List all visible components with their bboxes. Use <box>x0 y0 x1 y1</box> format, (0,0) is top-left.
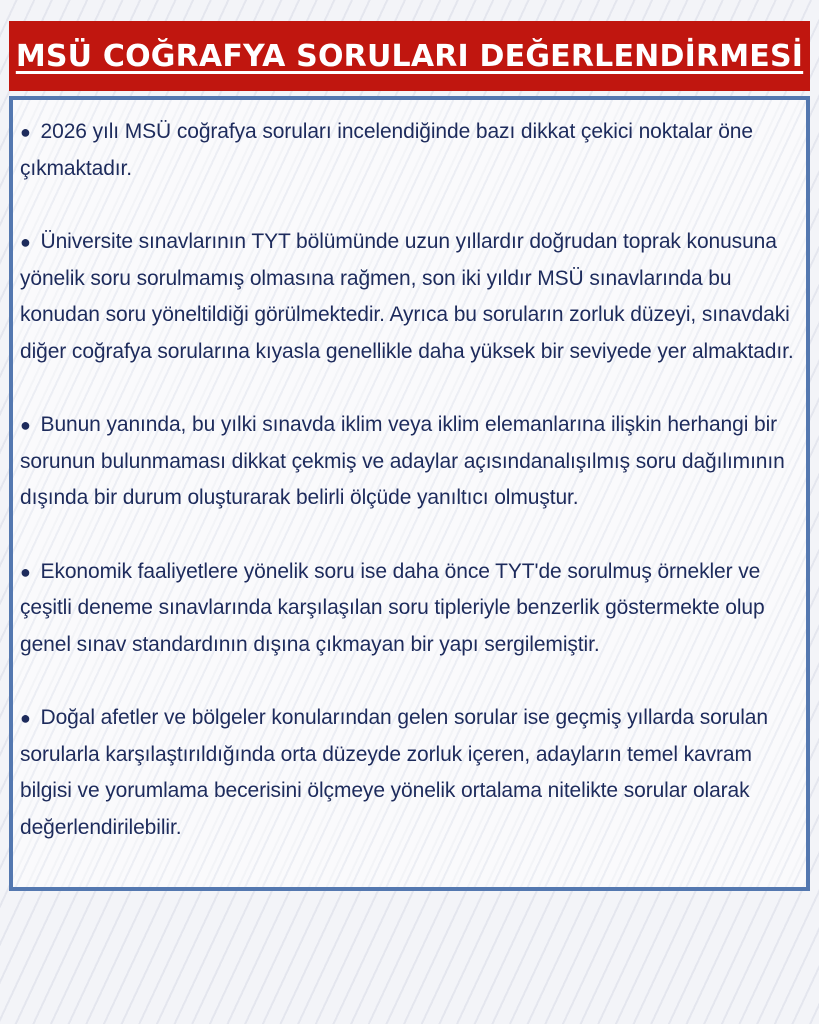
paragraph-item <box>20 224 804 370</box>
paragraph-text: Ekonomik faaliyetlere yönelik soru ise daha önce TYT'de sorulmuş örnekler ve çeşitli deneme sınavlarında karşılaşılan soru tipleriyle benzerlik göstermekte olup genel sınav standardının dışına çıkmayan bir yapı sergilemiştir. <box>20 559 765 656</box>
paragraph-text: Üniversite sınavlarının TYT bölümünde uzun yıllardır doğrudan toprak konusuna yönelik soru sorulmamış olmasına rağmen, son iki yıldır MSÜ sınavlarında bu konudan soru yöneltildiği görülmektedir. Ayrıca bu soruların zorluk düzeyi, sınavdaki diğer coğrafya sorularına kıyasla genellikle daha yüksek bir seviyede yer almaktadır. <box>20 230 794 363</box>
paragraph-item <box>20 407 804 517</box>
bullet-icon: ● <box>20 415 31 435</box>
content-panel <box>9 96 810 891</box>
bullet-icon: ● <box>20 232 31 252</box>
paragraph-text: Doğal afetler ve bölgeler konularından gelen sorular ise geçmiş yıllarda sorulan sorularla karşılaştırıldığında orta düzeyde zorluk içeren, adayların temel kavram bilgisi ve yorumlama becerisini ölçmeye yönelik ortalama nitelikte sorular olarak değerlendirilebilir. <box>20 706 768 839</box>
page-title: MSÜ COĞRAFYA SORULARI DEĞERLENDİRMESİ <box>15 38 804 74</box>
bullet-icon: ● <box>20 561 31 582</box>
bullet-icon: ● <box>20 708 31 728</box>
paragraph-list <box>20 114 804 883</box>
paragraph-item <box>20 554 804 664</box>
bullet-icon: ● <box>20 122 31 142</box>
title-banner <box>9 21 810 91</box>
paragraph-item <box>20 114 804 187</box>
paragraph-text: 2026 yılı MSÜ coğrafya soruları incelendiğinde bazı dikkat çekici noktalar öne çıkmaktadır. <box>20 120 753 180</box>
paragraph-text: Bunun yanında, bu yılki sınavda iklim veya iklim elemanlarına ilişkin herhangi bir sorunun bulunmaması dikkat çekmiş ve adaylar açısındanalışılmış soru dağılımının dışında bir durum oluşturarak belirli ölçüde yanıltıcı olmuştur. <box>20 413 785 509</box>
paragraph-item <box>20 700 804 846</box>
